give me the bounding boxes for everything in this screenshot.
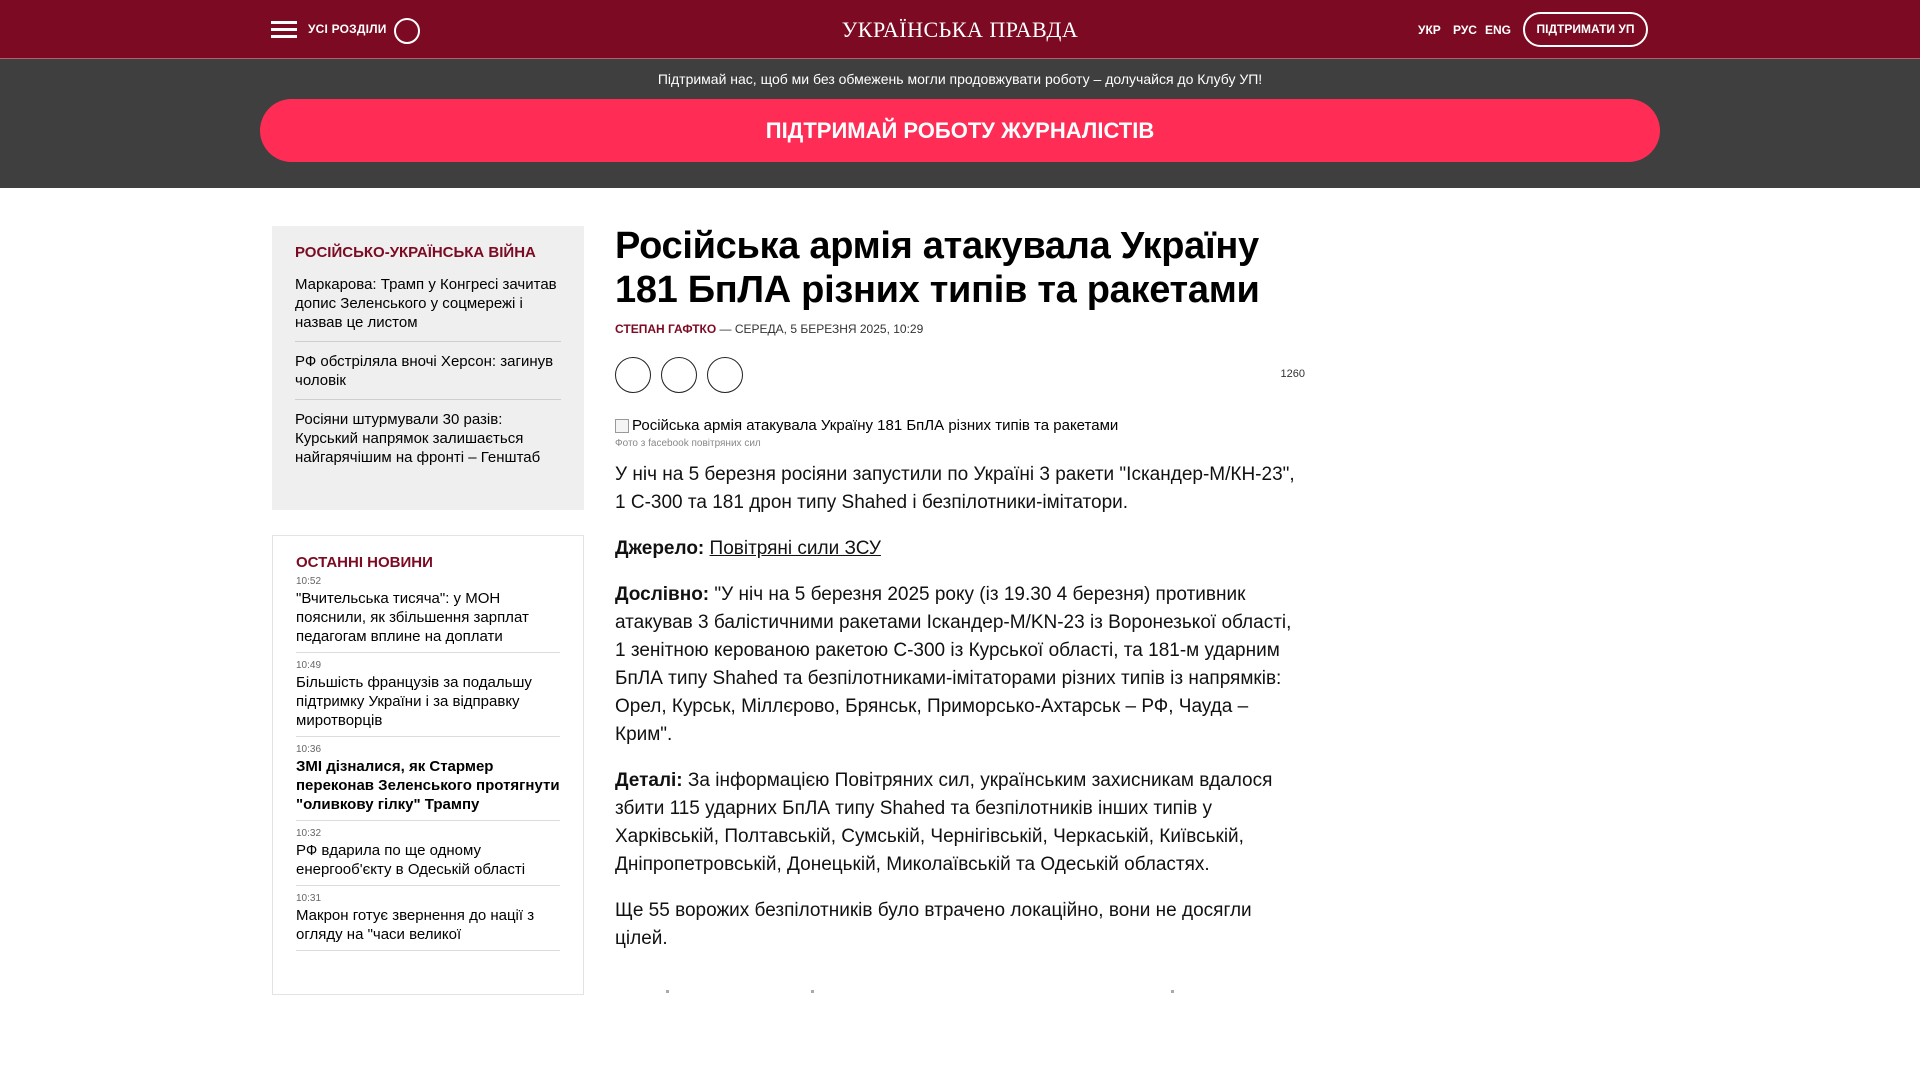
article-details (615, 767, 1305, 879)
news-title[interactable]: Більшість французів за подальшу підтримку України і за відправку миротворців (296, 674, 532, 729)
broken-image-icon (615, 419, 629, 433)
news-time: 10:36 (296, 744, 322, 755)
details-label: Деталі: (615, 770, 683, 791)
article-source (615, 535, 1305, 563)
language-rus-link[interactable]: РУС (1453, 23, 1477, 37)
support-up-button[interactable]: ПІДТРИМАТИ УП (1523, 12, 1648, 47)
war-news-item[interactable]: РФ обстріляла вночі Херсон: загинув чоловік (295, 352, 561, 400)
article-quote (615, 581, 1305, 749)
war-news-box (272, 226, 584, 510)
latest-news-item[interactable] (296, 892, 560, 951)
article-image (615, 417, 1305, 435)
support-banner-text: Підтримай нас, щоб ми без обмежень могли продовжувати роботу – долучайся до Клубу УП! (657, 71, 1263, 87)
news-time: 10:52 (296, 576, 322, 587)
byline-separator: — (716, 322, 735, 336)
latest-news-item[interactable] (296, 575, 560, 653)
news-title[interactable]: РФ вдарила по ще одному енергооб'єкту в Одеській області (296, 842, 526, 878)
source-link[interactable]: Повітряні сили ЗСУ (709, 538, 881, 559)
views-count: 1260 (1280, 368, 1305, 380)
article-lost-drones: Ще 55 ворожих безпілотників було втрачено локаційно, вони не досягли цілей. (615, 900, 1252, 949)
war-section-title[interactable]: РОСІЙСЬКО-УКРАЇНСЬКА ВІЙНА (295, 244, 536, 261)
next-paragraph-cutoff (615, 990, 1305, 994)
support-banner (0, 59, 1920, 188)
article-byline (615, 322, 1305, 336)
share-row (615, 357, 1305, 393)
language-ukr-link[interactable]: УКР (1418, 23, 1441, 37)
news-time: 10:49 (296, 660, 322, 671)
latest-news-item[interactable] (296, 827, 560, 886)
twitter-share-icon[interactable] (661, 357, 697, 393)
news-title[interactable]: ЗМІ дізналися, як Стармер переконав Зеленського протягнути "оливкову гілку" Трампу (296, 758, 560, 813)
latest-news-item[interactable] (296, 659, 560, 737)
quote-label: Дослівно: (615, 584, 710, 605)
latest-news-box (272, 535, 584, 995)
author-link[interactable]: СТЕПАН ГАФТКО (615, 322, 717, 336)
facebook-share-icon[interactable] (615, 357, 651, 393)
quote-text: "У ніч на 5 березня 2025 року (із 19.30 4 березня) противник атакував 3 балістичними ракетами Іскандер-М/KN-23 із Воронезької області, 1 зенітною керованою ракетою С-300 із Курської області, та 181-м ударним БпЛА типу Shahed та безпілотниками-імітаторами різних типів із напрямків: Орел, Курськ, Міллєрово, Брянськ, Приморсько-Ахтарськ – РФ, Чауда – Крим". (615, 584, 1292, 745)
news-title[interactable]: "Вчительська тисяча": у МОН пояснили, як збільшення зарплат педагогам вплине на доплати (296, 590, 529, 645)
article (615, 224, 1305, 953)
telegram-share-icon[interactable] (707, 357, 743, 393)
image-caption: Фото з facebook повітряних сил (615, 438, 761, 449)
latest-news-item[interactable] (296, 743, 560, 821)
war-news-item[interactable]: Росіяни штурмували 30 разів: Курський напрямок залишається найгарячішим на фронті – Генштаб (295, 411, 541, 466)
article-image-alt: Російська армія атакувала Україну 181 БпЛА різних типів та ракетами (632, 417, 1119, 434)
news-time: 10:32 (296, 828, 322, 839)
article-headline: Російська армія атакувала Україну 181 БпЛА різних типів та ракетами (615, 225, 1260, 311)
war-news-item[interactable]: Маркарова: Трамп у Конгресі зачитав допис Зеленського у соцмережі і назвав це листом (295, 275, 561, 342)
top-navigation-bar (0, 0, 1920, 59)
source-label: Джерело: (615, 538, 705, 559)
language-eng-link[interactable]: ENG (1485, 23, 1512, 37)
all-sections-link[interactable]: УСІ РОЗДІЛИ (308, 22, 387, 36)
news-title[interactable]: Макрон готує звернення до нації з огляду на "часи великої (296, 907, 535, 943)
news-time: 10:31 (296, 893, 322, 904)
latest-news-title[interactable]: ОСТАННІ НОВИНИ (296, 554, 433, 571)
details-text: За інформацією Повітряних сил, українським захисникам вдалося збити 115 ударних БпЛА типу Shahed та безпілотників інших типів у Харківській, Полтавській, Сумській, Чернігівській, Черкаській, Київській, Дніпропетровській, Донецькій, Миколаївській та Одеській областях. (615, 770, 1273, 875)
support-journalists-button[interactable]: ПІДТРИМАЙ РОБОТУ ЖУРНАЛІСТІВ (260, 99, 1660, 162)
publish-date: СЕРЕДА, 5 БЕРЕЗНЯ 2025, 10:29 (734, 322, 924, 336)
site-logo[interactable]: УКРАЇНСЬКА ПРАВДА (841, 17, 1079, 42)
article-intro: У ніч на 5 березня росіяни запустили по Україні 3 ракети "Іскандер-М/КН-23", 1 С-300 та 181 дрон типу Shahed і безпілотники-імітатори. (615, 464, 1295, 513)
